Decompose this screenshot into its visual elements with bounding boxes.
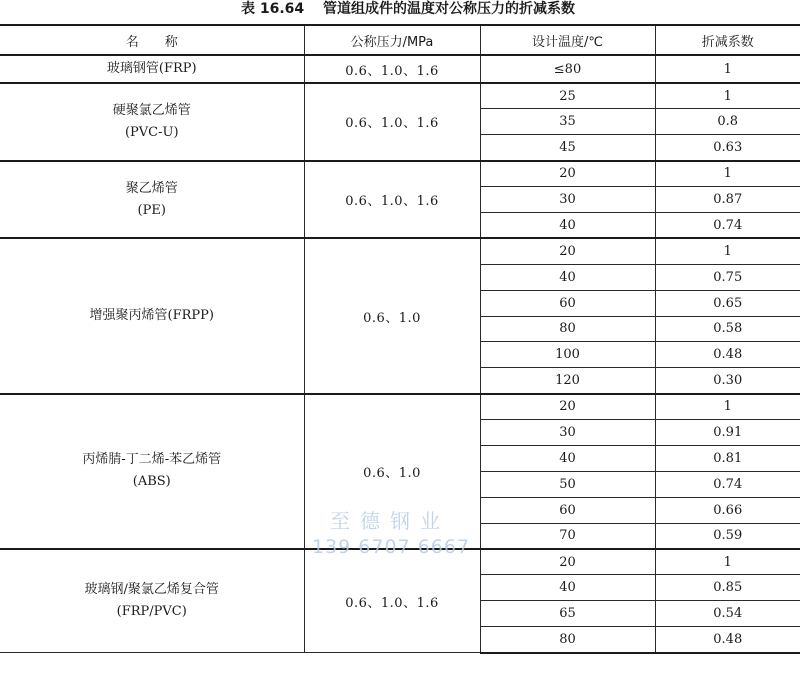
table-body — [0, 55, 800, 653]
pipe-name-line: (PE) — [137, 202, 166, 218]
pipe-name-line: 玻璃钢/聚氯乙烯复合管 — [84, 582, 219, 598]
reduction-factor-cell: 0.81 — [655, 445, 800, 471]
design-temperature-cell: 120 — [480, 368, 655, 394]
pipe-name-cell — [0, 83, 304, 161]
pipe-name-line: (ABS) — [132, 474, 171, 490]
design-temperature-cell: 60 — [480, 497, 655, 523]
design-temperature-cell: 20 — [480, 238, 655, 264]
reduction-factor-cell: 0.63 — [655, 135, 800, 161]
reduction-factor-cell: 1 — [655, 83, 800, 109]
reduction-factor-cell: 0.48 — [655, 627, 800, 653]
reduction-factor-cell: 1 — [655, 238, 800, 264]
reduction-factor-cell: 1 — [655, 55, 800, 83]
pipe-name-cell — [0, 161, 304, 239]
table-row — [0, 83, 800, 109]
reduction-factor-cell: 0.54 — [655, 601, 800, 627]
design-temperature-cell: 70 — [480, 523, 655, 549]
table-title: 管道组成件的温度对公称压力的折减系数 — [323, 1, 576, 17]
header-pressure: 公称压力/MPa — [304, 25, 480, 55]
nominal-pressure-cell: 0.6、1.0、1.6 — [304, 161, 480, 239]
design-temperature-cell: 20 — [480, 161, 655, 187]
reduction-factor-cell: 0.75 — [655, 264, 800, 290]
table-number: 表 16.64 — [240, 1, 305, 17]
table-caption — [0, 0, 800, 22]
pipe-name-cell — [0, 549, 304, 653]
pipe-name-cell — [0, 394, 304, 549]
reduction-factor-cell: 0.66 — [655, 497, 800, 523]
header-name: 名 称 — [0, 25, 304, 55]
reduction-factor-cell: 0.58 — [655, 316, 800, 342]
nominal-pressure-cell: 0.6、1.0、1.6 — [304, 55, 480, 83]
design-temperature-cell: 50 — [480, 471, 655, 497]
design-temperature-cell: 80 — [480, 627, 655, 653]
reduction-factor-cell: 0.74 — [655, 212, 800, 238]
design-temperature-cell: 40 — [480, 212, 655, 238]
reduction-factor-cell: 1 — [655, 161, 800, 187]
watermark-phone: 139 6707 6667 — [312, 536, 471, 558]
pipe-name-line: 玻璃钢管(FRP) — [106, 61, 197, 76]
design-temperature-cell: 35 — [480, 109, 655, 135]
reduction-factor-cell: 0.85 — [655, 575, 800, 601]
design-temperature-cell: 45 — [480, 135, 655, 161]
reduction-factor-cell: 0.30 — [655, 368, 800, 394]
header-factor: 折减系数 — [655, 25, 800, 55]
pipe-name-line: 聚乙烯管 — [125, 180, 178, 196]
pipe-name-cell — [0, 55, 304, 83]
reduction-factor-cell: 0.87 — [655, 187, 800, 213]
pipe-name-line: (FRP/PVC) — [116, 604, 187, 620]
pipe-name-line: 增强聚丙烯管(FRPP) — [89, 308, 214, 324]
header-temperature: 设计温度/℃ — [480, 25, 655, 55]
pipe-name-line: 丙烯腈-丁二烯-苯乙烯管 — [82, 452, 222, 468]
pipe-name-line: (PVC-U) — [124, 124, 179, 140]
table-row — [0, 161, 800, 187]
table-row — [0, 394, 800, 420]
watermark-company: 至德钢业 — [330, 509, 450, 533]
reduction-factor-cell: 0.8 — [655, 109, 800, 135]
reduction-factor-cell: 0.48 — [655, 342, 800, 368]
nominal-pressure-cell: 0.6、1.0、1.6 — [304, 83, 480, 161]
design-temperature-cell: 20 — [480, 549, 655, 575]
design-temperature-cell: 80 — [480, 316, 655, 342]
reduction-factor-cell: 0.59 — [655, 523, 800, 549]
design-temperature-cell: 30 — [480, 420, 655, 446]
pipe-name-line: 硬聚氯乙烯管 — [112, 102, 191, 118]
reduction-factor-cell: 1 — [655, 549, 800, 575]
design-temperature-cell: 40 — [480, 264, 655, 290]
nominal-pressure-cell: 0.6、1.0、1.6 — [304, 549, 480, 653]
pipe-name-cell — [0, 238, 304, 393]
design-temperature-cell: 100 — [480, 342, 655, 368]
reduction-factor-cell: 1 — [655, 394, 800, 420]
header-row — [0, 25, 800, 55]
table-row — [0, 238, 800, 264]
table-row — [0, 549, 800, 575]
reduction-factor-cell: 0.65 — [655, 290, 800, 316]
nominal-pressure-cell: 0.6、1.0 — [304, 238, 480, 393]
design-temperature-cell: 30 — [480, 187, 655, 213]
design-temperature-cell: 20 — [480, 394, 655, 420]
table-row — [0, 55, 800, 83]
design-temperature-cell: 40 — [480, 575, 655, 601]
design-temperature-cell: 65 — [480, 601, 655, 627]
reduction-factor-cell: 0.74 — [655, 471, 800, 497]
design-temperature-cell: ≤80 — [480, 55, 655, 83]
nominal-pressure-cell: 0.6、1.0 — [304, 394, 480, 549]
reduction-factor-cell: 0.91 — [655, 420, 800, 446]
design-temperature-cell: 40 — [480, 445, 655, 471]
design-temperature-cell: 25 — [480, 83, 655, 109]
design-temperature-cell: 60 — [480, 290, 655, 316]
pressure-reduction-table — [0, 24, 800, 654]
